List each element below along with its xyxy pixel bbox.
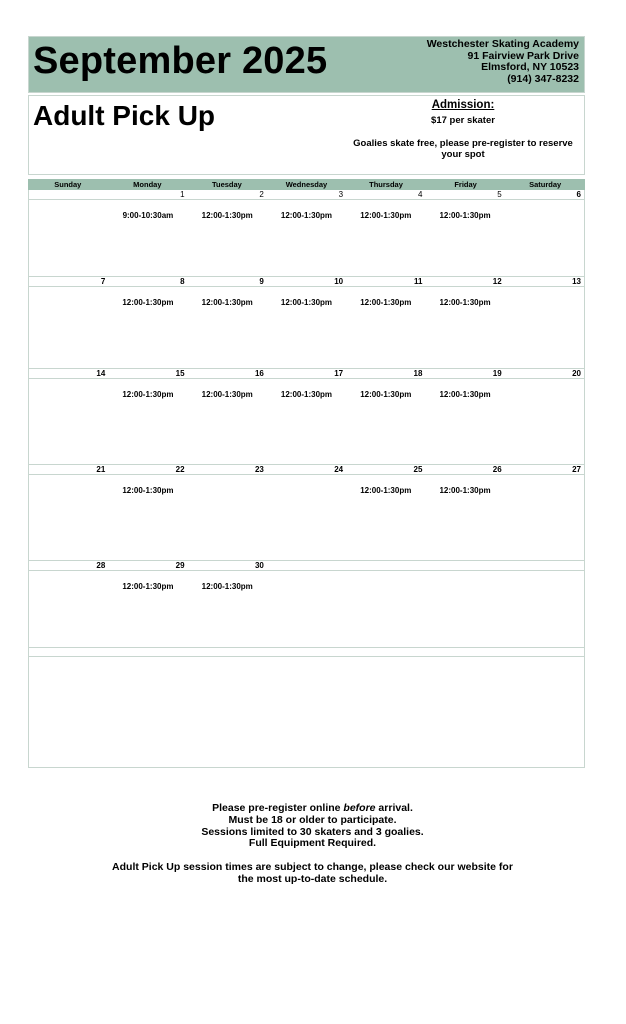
- session-row: [29, 200, 584, 220]
- age-requirement: Must be 18 or older to participate.: [228, 813, 397, 826]
- date-row: [29, 369, 584, 379]
- session-time: 12:00-1:30pm: [439, 211, 491, 220]
- session-time: 12:00-1:30pm: [280, 390, 333, 399]
- date-number: 17: [334, 369, 344, 378]
- session-time: [505, 475, 584, 495]
- session-time: [346, 571, 425, 591]
- program-title: Adult Pick Up: [33, 100, 216, 131]
- session-time: [505, 571, 584, 591]
- date-number: 3: [338, 190, 344, 199]
- week-row: [29, 190, 584, 277]
- date-number: 29: [175, 561, 185, 570]
- session-row: [29, 475, 584, 495]
- week-row: [29, 465, 584, 561]
- calendar-grid: [28, 190, 585, 657]
- weekday-header: [28, 179, 585, 190]
- session-time: [267, 475, 346, 495]
- date-number: 20: [572, 369, 581, 378]
- session-row: [29, 287, 584, 307]
- date-number: 5: [497, 190, 502, 199]
- session-time: 12:00-1:30pm: [201, 582, 253, 591]
- date-row: [29, 277, 584, 287]
- session-time: 12:00-1:30pm: [122, 582, 174, 591]
- session-row: [29, 571, 584, 591]
- academy-name: Westchester Skating Academy: [426, 38, 579, 50]
- schedule-disclaimer-2: the most up-to-date schedule.: [237, 872, 388, 885]
- date-number: 18: [413, 369, 423, 378]
- session-limit: Sessions limited to 30 skaters and 3 goalies.: [201, 825, 424, 838]
- date-number: 13: [572, 277, 581, 286]
- date-number: 30: [254, 561, 264, 570]
- week-row: [29, 561, 584, 648]
- date-number: 8: [180, 277, 185, 286]
- day-name: Thursday: [369, 180, 403, 189]
- calendar-spacer-row: [29, 648, 584, 657]
- date-number: [505, 561, 584, 570]
- preregister-text: Please pre-register online: [212, 802, 344, 814]
- date-number: 26: [492, 465, 502, 474]
- session-time: 12:00-1:30pm: [280, 211, 333, 220]
- equipment-requirement: Full Equipment Required.: [248, 837, 377, 850]
- session-time: [29, 287, 108, 307]
- program-header: [28, 95, 585, 175]
- footer-notes: [28, 803, 597, 886]
- session-time: [29, 475, 108, 495]
- preregister-text-end: arrival.: [375, 802, 413, 814]
- session-time: [29, 200, 108, 220]
- admission-info: [347, 99, 579, 160]
- date-number: 23: [254, 465, 264, 474]
- session-time: 12:00-1:30pm: [280, 298, 333, 307]
- date-number: 25: [413, 465, 423, 474]
- session-time: [188, 475, 267, 495]
- date-number: 19: [492, 369, 502, 378]
- session-time: [29, 379, 108, 399]
- date-number: [267, 561, 346, 570]
- preregister-emphasis: before: [343, 802, 376, 814]
- academy-contact: [427, 39, 579, 85]
- date-number: 9: [259, 277, 264, 286]
- day-name: Monday: [133, 180, 162, 189]
- day-name: Wednesday: [285, 180, 328, 189]
- day-name: Sunday: [54, 180, 82, 189]
- date-row: [29, 190, 584, 200]
- academy-address: 91 Fairview Park Drive: [467, 49, 579, 62]
- session-time: 12:00-1:30pm: [360, 298, 412, 307]
- date-number: 28: [96, 561, 106, 570]
- date-number: 6: [576, 190, 581, 199]
- academy-city: Elmsford, NY 10523: [481, 61, 579, 74]
- session-time: 12:00-1:30pm: [439, 390, 491, 399]
- session-time: 12:00-1:30pm: [439, 298, 491, 307]
- session-time: [505, 379, 584, 399]
- date-number: 16: [254, 369, 264, 378]
- session-time: 12:00-1:30pm: [439, 486, 491, 495]
- date-number: 4: [417, 190, 423, 199]
- month-title: September 2025: [33, 40, 328, 82]
- session-time: [425, 571, 504, 591]
- session-time: 12:00-1:30pm: [360, 211, 412, 220]
- date-number: 14: [96, 369, 106, 378]
- goalie-note: Goalies skate free, please pre-register to reserve your spot: [353, 138, 573, 160]
- session-time: 12:00-1:30pm: [122, 298, 174, 307]
- academy-phone: (914) 347-8232: [507, 72, 579, 85]
- calendar-sheet: [28, 36, 585, 768]
- session-time: 9:00-10:30am: [122, 211, 174, 220]
- session-time: [267, 571, 346, 591]
- session-time: [505, 200, 584, 220]
- date-number: 7: [100, 277, 106, 286]
- admission-price: $17 per skater: [431, 115, 495, 126]
- day-name: Tuesday: [211, 180, 242, 189]
- session-time: 12:00-1:30pm: [122, 390, 174, 399]
- date-number: 22: [175, 465, 185, 474]
- date-number: [29, 190, 108, 199]
- date-number: 24: [334, 465, 344, 474]
- session-time: 12:00-1:30pm: [201, 211, 253, 220]
- day-name: Friday: [454, 180, 477, 189]
- session-time: 12:00-1:30pm: [360, 390, 412, 399]
- date-number: [346, 561, 425, 570]
- schedule-disclaimer-1: Adult Pick Up session times are subject to change, please check our website for: [112, 861, 513, 874]
- session-time: 12:00-1:30pm: [122, 486, 174, 495]
- date-number: 1: [180, 190, 185, 199]
- date-number: 12: [492, 277, 502, 286]
- date-number: 2: [259, 190, 264, 199]
- date-number: [425, 561, 504, 570]
- notes-box: [28, 657, 585, 768]
- session-time: 12:00-1:30pm: [201, 298, 253, 307]
- admission-label: Admission:: [431, 99, 495, 111]
- date-number: 10: [334, 277, 344, 286]
- date-number: 21: [96, 465, 106, 474]
- week-row: [29, 369, 584, 465]
- session-time: [505, 287, 584, 307]
- month-header: [28, 36, 585, 93]
- session-time: [29, 571, 108, 591]
- session-row: [29, 379, 584, 399]
- session-time: 12:00-1:30pm: [201, 390, 253, 399]
- date-row: [29, 561, 584, 571]
- date-number: 15: [175, 369, 185, 378]
- date-number: 11: [413, 277, 423, 286]
- session-time: 12:00-1:30pm: [360, 486, 412, 495]
- day-name: Saturday: [529, 180, 562, 189]
- week-row: [29, 277, 584, 369]
- date-number: 27: [572, 465, 581, 474]
- date-row: [29, 465, 584, 475]
